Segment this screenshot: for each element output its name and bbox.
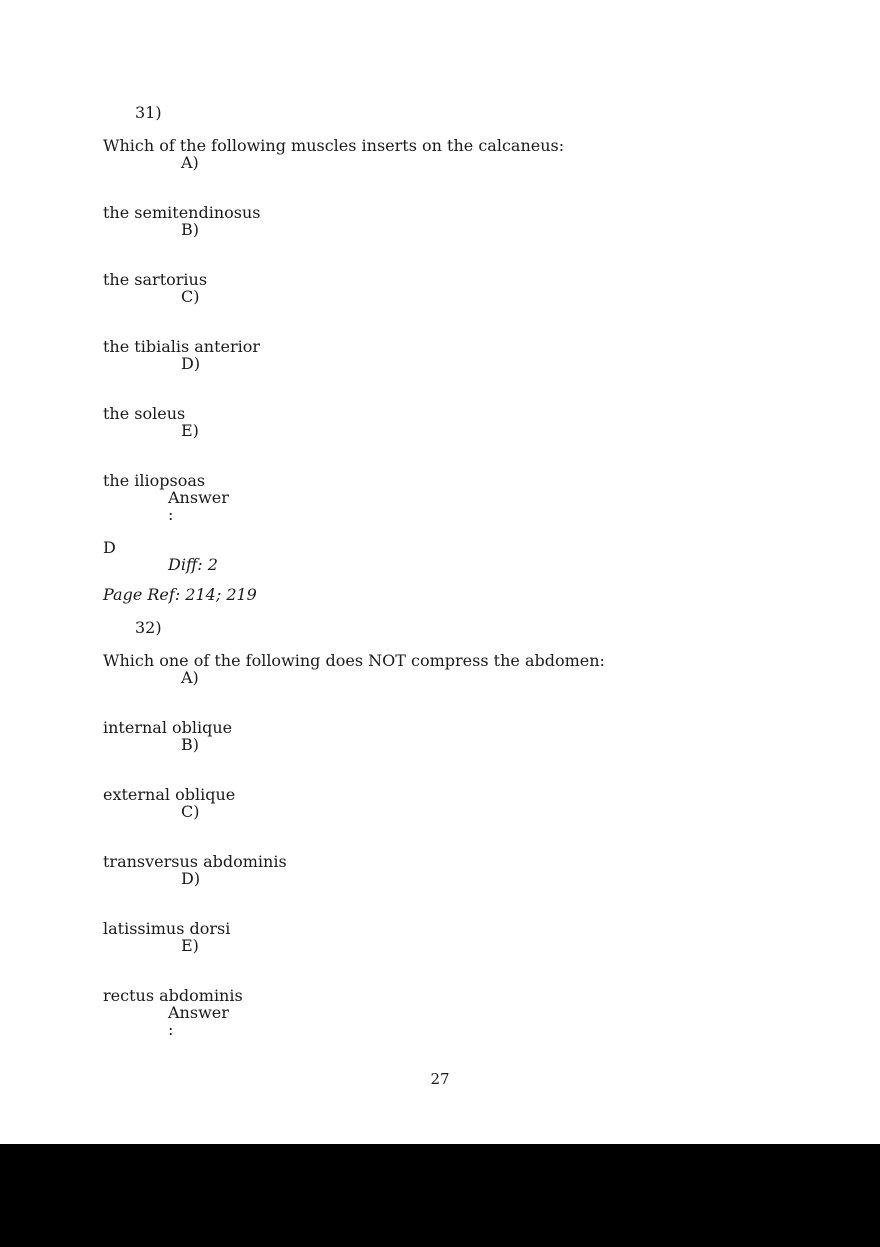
- option-text: the sartorius: [103, 270, 208, 289]
- option-letter: E): [181, 936, 199, 955]
- difficulty-note: Diff: 2: [168, 555, 218, 574]
- option-letter: D): [181, 354, 201, 373]
- document-content: [0, 104, 880, 1038]
- answer-label: Answer: [168, 1003, 229, 1022]
- option-letter: A): [181, 668, 199, 687]
- page-reference-note: Page Ref: 214; 219: [103, 585, 257, 604]
- question-text: Which of the following muscles inserts on the calcaneus:: [103, 136, 565, 155]
- answer-colon: :: [168, 1020, 174, 1039]
- option-letter: C): [181, 802, 200, 821]
- answer-value: D: [103, 538, 116, 557]
- option-text: transversus abdominis: [103, 852, 287, 871]
- option-letter: B): [181, 220, 199, 239]
- option-text: the semitendinosus: [103, 203, 261, 222]
- answer-label: Answer: [168, 488, 229, 507]
- option-text: the iliopsoas: [103, 471, 206, 490]
- option-text: the soleus: [103, 404, 186, 423]
- option-text: latissimus dorsi: [103, 919, 231, 938]
- option-letter: D): [181, 869, 201, 888]
- answer-colon: :: [168, 505, 174, 524]
- option-letter: A): [181, 153, 199, 172]
- option-letter: B): [181, 735, 199, 754]
- option-text: external oblique: [103, 785, 236, 804]
- option-letter: E): [181, 421, 199, 440]
- option-text: rectus abdominis: [103, 986, 243, 1005]
- option-text: the tibialis anterior: [103, 337, 261, 356]
- option-text: internal oblique: [103, 718, 233, 737]
- question-number: 32): [135, 618, 162, 637]
- question-text: Which one of the following does NOT compress the abdomen:: [103, 651, 605, 670]
- page-number: 27: [430, 1070, 450, 1088]
- footer-black-bar: [0, 1144, 880, 1247]
- question-number: 31): [135, 103, 162, 122]
- option-letter: C): [181, 287, 200, 306]
